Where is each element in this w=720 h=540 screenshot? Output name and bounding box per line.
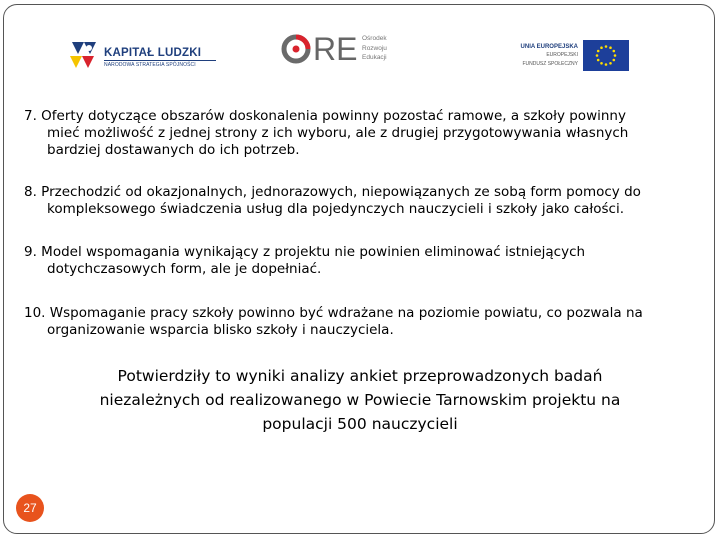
kapital-ludzki-subtitle: NARODOWA STRATEGIA SPÓJNOŚCI — [104, 62, 196, 68]
point-9-line1: 9. Model wspomagania wynikający z projektu nie powinien eliminować istniejących — [24, 244, 586, 260]
point-8 — [24, 184, 692, 218]
kapital-ludzki-flag-icon — [68, 38, 98, 70]
eu-line1: EUROPEJSKI — [546, 52, 578, 58]
point-8-line1: 8. Przechodzić od okazjonalnych, jednorazowych, niepowiązanych ze sobą form pomocy do — [24, 184, 641, 200]
ore-wordmark: RE — [313, 31, 358, 67]
eu-text-block — [510, 44, 578, 68]
point-7-line2: mieć możliwość z jednej strony z ich wyboru, ale z drugiej przygotowywania własnych — [47, 125, 629, 141]
conclusion-line1: Potwierdziły to wyniki analizy ankiet przeprowadzonych badań — [117, 367, 603, 385]
conclusion-text — [70, 364, 650, 436]
ore-line2: Rozwoju — [362, 44, 387, 52]
point-7 — [24, 108, 692, 159]
ore-line1: Ośrodek — [362, 35, 387, 42]
ore-ring-icon — [280, 33, 312, 65]
kapital-ludzki-divider — [104, 60, 216, 61]
ore-logo — [280, 30, 400, 70]
eu-line2: FUNDUSZ SPOŁECZNY — [522, 61, 578, 67]
point-10-line1: 10. Wspomaganie pracy szkoły powinno być wdrażane na poziomie powiatu, co pozwala na — [24, 305, 643, 321]
conclusion-line3: populacji 500 nauczycieli — [262, 415, 458, 433]
point-7-line3: bardziej dostawanych do ich potrzeb. — [47, 142, 300, 158]
point-10-line2: organizowanie wsparcia blisko szkoły i nauczyciela. — [47, 322, 394, 338]
ore-full-name — [362, 34, 387, 63]
ore-line3: Edukacji — [362, 54, 387, 61]
point-9 — [24, 244, 692, 278]
eu-title: UNIA EUROPEJSKA — [520, 44, 578, 50]
point-10 — [24, 305, 692, 339]
kapital-ludzki-logo — [68, 38, 218, 72]
eu-flag-icon — [583, 40, 629, 71]
eu-logo — [510, 40, 630, 72]
point-7-line1: 7. Oferty dotyczące obszarów doskonalenia powinny pozostać ramowe, a szkoły powinny — [24, 108, 626, 124]
kapital-ludzki-title: KAPITAŁ LUDZKI — [104, 47, 202, 59]
page-number-badge: 27 — [16, 494, 44, 522]
conclusion-line2: niezależnych od realizowanego w Powiecie Tarnowskim projektu na — [99, 391, 621, 409]
point-8-line2: kompleksowego świadczenia usług dla pojedynczych nauczycieli i szkoły jako całości. — [47, 201, 625, 217]
point-9-line2: dotychczasowych form, ale je dopełniać. — [47, 261, 322, 277]
